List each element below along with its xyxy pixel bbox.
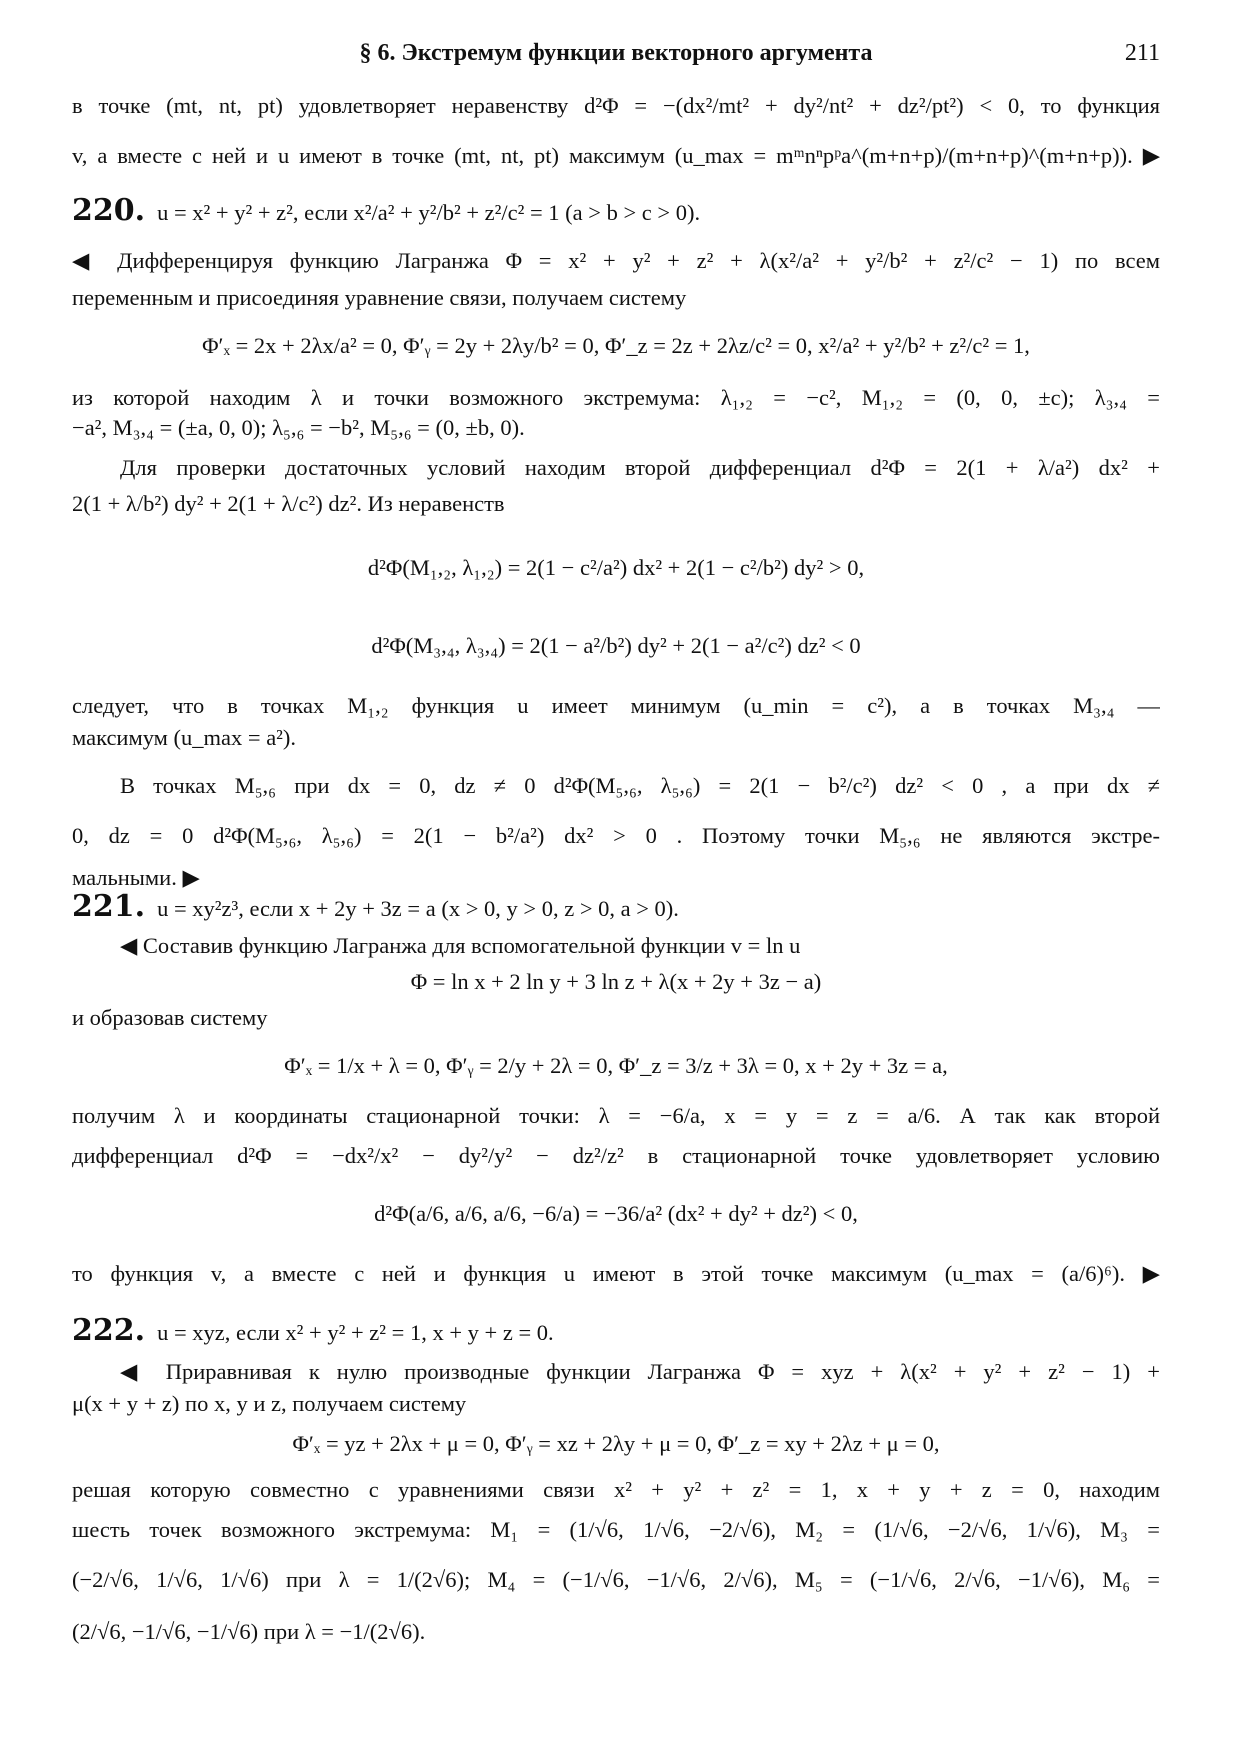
- equation: Φ′ₓ = yz + 2λx + μ = 0, Φ′ᵧ = xz + 2λy + μ = 0, Φ′_z = xy + 2λz + μ = 0,: [292, 1431, 940, 1456]
- problem-220: [72, 192, 1160, 230]
- problem-number: 221.: [72, 889, 146, 924]
- problem-statement: u = x² + y² + z², если x²/a² + y²/b² + z²/c² = 1 (a > b > c > 0).: [157, 200, 701, 225]
- text-line: μ(x + y + z) по x, y и z, получаем систему: [72, 1391, 467, 1416]
- text-line: −a², M₃,₄ = (±a, 0, 0); λ₅,₆ = −b², M₅,₆ = (0, ±b, 0).: [72, 415, 525, 440]
- page-header: [72, 40, 1160, 80]
- text-line: следует, что в точках M₁,₂ функция u имеет минимум (u_min = c²), а в точках M₃,₄ —: [72, 693, 1160, 718]
- equation: d²Φ(a/6, a/6, a/6, −6/a) = −36/a² (dx² + dy² + dz²) < 0,: [374, 1201, 858, 1226]
- text-line: мальными. ▶: [72, 865, 200, 890]
- problem-222: [72, 1312, 1160, 1350]
- page-number: 211: [1124, 40, 1160, 66]
- text-line: В точках M₅,₆ при dx = 0, dz ≠ 0 d²Φ(M₅,₆, λ₅,₆) = 2(1 − b²/c²) dz² < 0 , а при dx ≠: [120, 773, 1160, 798]
- text-line: в точке (mt, nt, pt) удовлетворяет неравенству d²Φ = −(dx²/mt² + dy²/nt² + dz²/pt²) < 0, то функция: [72, 93, 1160, 118]
- equation: d²Φ(M₃,₄, λ₃,₄) = 2(1 − a²/b²) dy² + 2(1 − a²/c²) dz² < 0: [371, 633, 861, 658]
- problem-221: [72, 888, 1160, 926]
- problem-number: 220.: [72, 193, 146, 228]
- text-line: Для проверки достаточных условий находим второй дифференциал d²Φ = 2(1 + λ/a²) dx² +: [120, 455, 1160, 480]
- text-line: получим λ и координаты стационарной точки: λ = −6/a, x = y = z = a/6. А так как второй: [72, 1103, 1160, 1128]
- text-line: шесть точек возможного экстремума: M₁ = (1/√6, 1/√6, −2/√6), M₂ = (1/√6, −2/√6, 1/√6), M₃ =: [72, 1517, 1160, 1542]
- equation: Φ′ₓ = 1/x + λ = 0, Φ′ᵧ = 2/y + 2λ = 0, Φ′_z = 3/z + 3λ = 0, x + 2y + 3z = a,: [284, 1053, 948, 1078]
- text-line: ◀ Дифференцируя функцию Лагранжа Φ = x² + y² + z² + λ(x²/a² + y²/b² + z²/c² − 1) по всем: [72, 248, 1160, 273]
- equation: d²Φ(M₁,₂, λ₁,₂) = 2(1 − c²/a²) dx² + 2(1 − c²/b²) dy² > 0,: [367, 555, 865, 580]
- text-line: (−2/√6, 1/√6, 1/√6) при λ = 1/(2√6); M₄ = (−1/√6, −1/√6, 2/√6), M₅ = (−1/√6, 2/√6, −1/√6), M₆ =: [72, 1567, 1160, 1592]
- text-line: и образовав систему: [72, 1005, 268, 1030]
- equation: Φ′ₓ = 2x + 2λx/a² = 0, Φ′ᵧ = 2y + 2λy/b² = 0, Φ′_z = 2z + 2λz/c² = 0, x²/a² + y²/b² + z²/c² = 1,: [202, 333, 1030, 358]
- problem-number: 222.: [72, 1313, 146, 1348]
- text-line: из которой находим λ и точки возможного экстремума: λ₁,₂ = −c², M₁,₂ = (0, 0, ±c); λ₃,₄ =: [72, 385, 1160, 410]
- problem-statement: u = xyz, если x² + y² + z² = 1, x + y + z = 0.: [157, 1320, 554, 1345]
- equation: Φ = ln x + 2 ln y + 3 ln z + λ(x + 2y + 3z − a): [410, 969, 822, 994]
- text-line: максимум (u_max = a²).: [72, 725, 297, 750]
- problem-statement: u = xy²z³, если x + 2y + 3z = a (x > 0, y > 0, z > 0, a > 0).: [157, 896, 679, 921]
- text-line: ◀ Приравнивая к нулю производные функции Лагранжа Φ = xyz + λ(x² + y² + z² − 1) +: [120, 1359, 1160, 1384]
- text-line: дифференциал d²Φ = −dx²/x² − dy²/y² − dz²/z² в стационарной точке удовлетворяет условию: [72, 1143, 1160, 1168]
- text-line: 2(1 + λ/b²) dy² + 2(1 + λ/c²) dz². Из неравенств: [72, 491, 505, 516]
- running-title: § 6. Экстремум функции векторного аргумента: [359, 40, 873, 66]
- text-line: v, а вместе с ней и u имеют в точке (mt, nt, pt) максимум (u_max = mᵐnⁿpᵖa^(m+n+p)/(m+n+p)^(m+n+p)). ▶: [72, 143, 1160, 168]
- text-line: (2/√6, −1/√6, −1/√6) при λ = −1/(2√6).: [72, 1619, 426, 1644]
- text-line: то функция v, а вместе с ней и функция u имеют в этой точке максимум (u_max = (a/6)⁶). ▶: [72, 1261, 1160, 1286]
- text-line: ◀ Составив функцию Лагранжа для вспомогательной функции v = ln u: [120, 933, 801, 958]
- text-line: переменным и присоединяя уравнение связи, получаем систему: [72, 285, 687, 310]
- text-line: 0, dz = 0 d²Φ(M₅,₆, λ₅,₆) = 2(1 − b²/a²) dx² > 0 . Поэтому точки M₅,₆ не являются экстре-: [72, 823, 1160, 848]
- text-line: решая которую совместно с уравнениями связи x² + y² + z² = 1, x + y + z = 0, находим: [72, 1477, 1160, 1502]
